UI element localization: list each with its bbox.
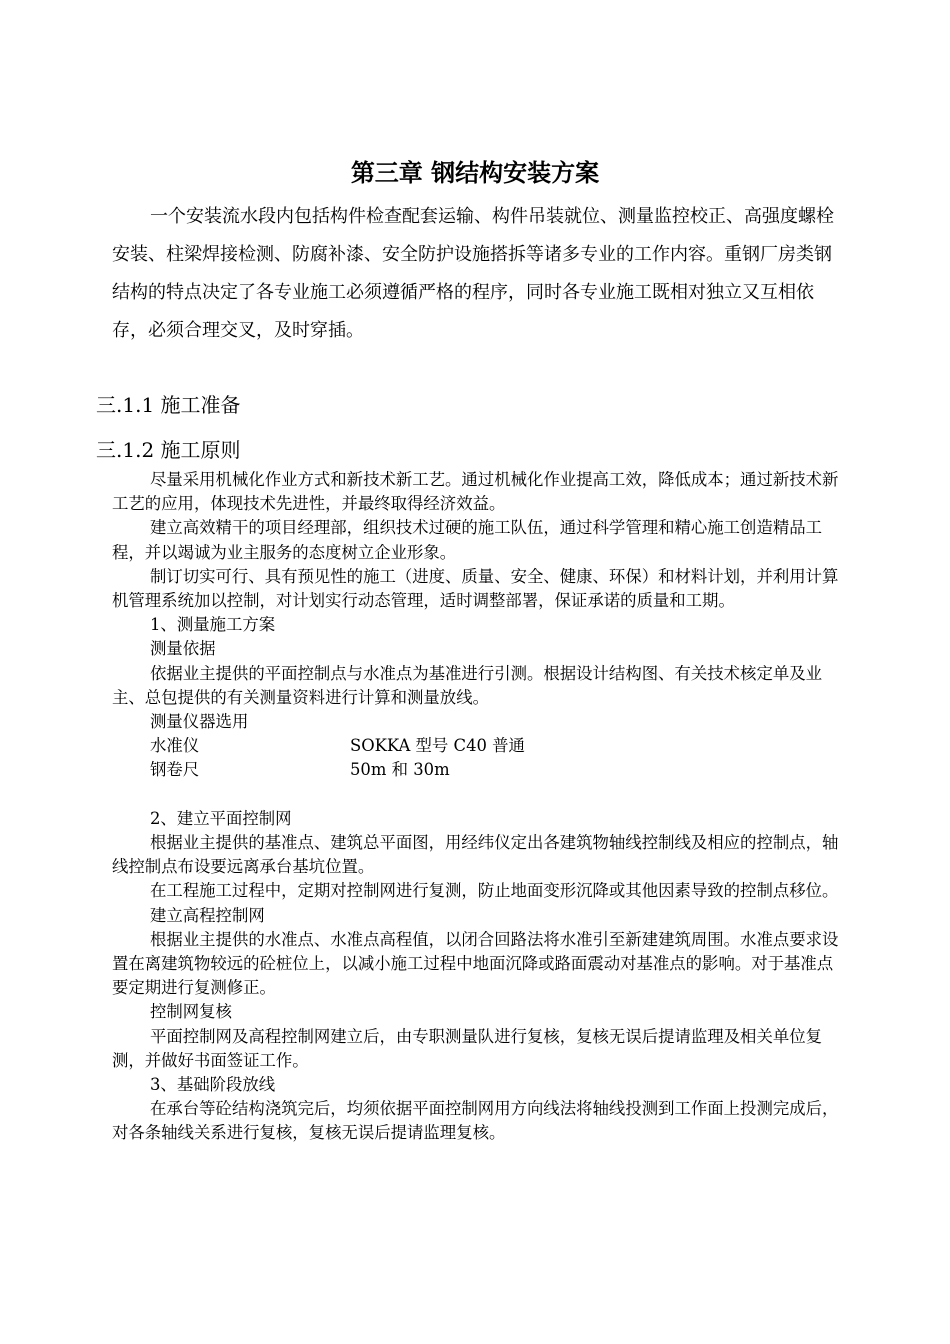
subheading: 测量仪器选用 [150,712,249,732]
section-heading-principles: 三.1.2 施工原则 [96,438,241,462]
paragraph: 根据业主提供的基准点、建筑总平面图，用经纬仪定出各建筑物轴线控制线及相应的控制点，轴线控制点布设要远离承台基坑位置。 [112,833,839,877]
subheading: 2、建立平面控制网 [150,808,292,828]
paragraph: 在承台等砼结构浇筑完后，均须依据平面控制网用方向线法将轴线投测到工作面上投测完成后，对各条轴线关系进行复核，复核无误后提请监理复核。 [112,1099,839,1143]
paragraph: 平面控制网及高程控制网建立后，由专职测量队进行复核，复核无误后提请监理及相关单位复测，并做好书面签证工作。 [112,1026,823,1070]
paragraph: 尽量采用机械化作业方式和新技术新工艺。通过机械化作业提高工效，降低成本；通过新技术新工艺的应用，体现技术先进性，并最终取得经济效益。 [112,470,839,514]
instrument-name: 钢卷尺 [150,760,200,780]
subheading: 控制网复核 [150,1002,232,1022]
paragraph: 在工程施工过程中，定期对控制网进行复测，防止地面变形沉降或其他因素导致的控制点移位。 [150,881,839,901]
instrument-spec: 50m 和 30m [350,760,450,780]
paragraph: 制订切实可行、具有预见性的施工（进度、质量、安全、健康、环保）和材料计划，并利用计算机管理系统加以控制，对计划实行动态管理，适时调整部署，保证承诺的质量和工期。 [112,566,839,611]
subheading: 1、测量施工方案 [150,615,276,635]
blank-line [112,783,842,807]
subheading: 3、基础阶段放线 [150,1075,276,1095]
paragraph: 建立高效精干的项目经理部，组织技术过硬的施工队伍，通过科学管理和精心施工创造精品工程，并以竭诚为业主服务的态度树立企业形象。 [112,518,823,562]
document-body [112,468,842,1146]
instrument-row [112,758,842,782]
intro-paragraph: 一个安装流水段内包括构件检查配套运输、构件吊装就位、测量监控校正、高强度螺栓安装、柱梁焊接检测、防腐补漆、安全防护设施搭拆等诸多专业的工作内容。重钢厂房类钢结构的特点决定了各专业施工必须遵循严格的程序，同时各专业施工既相对独立又互相依存，必须合理交叉，及时穿插。 [112,206,834,341]
chapter-title: 第三章 钢结构安装方案 [350,159,600,187]
paragraph: 依据业主提供的平面控制点与水准点为基准进行引测。根据设计结构图、有关技术核定单及业主、总包提供的有关测量资料进行计算和测量放线。 [112,663,823,707]
instrument-name: 水准仪 [150,736,200,756]
instrument-row [112,734,842,758]
subheading: 建立高程控制网 [150,905,265,925]
subheading: 测量依据 [150,639,216,659]
paragraph: 根据业主提供的水准点、水准点高程值，以闭合回路法将水准引至新建建筑周围。水准点要求设置在离建筑物较远的砼桩位上，以减小施工过程中地面沉降或路面震动对基准点的影响。对于基准点要定期进行复测修正。 [112,929,839,998]
instrument-spec: SOKKA 型号 C40 普通 [350,736,525,756]
section-heading-preparation: 三.1.1 施工准备 [96,393,241,417]
